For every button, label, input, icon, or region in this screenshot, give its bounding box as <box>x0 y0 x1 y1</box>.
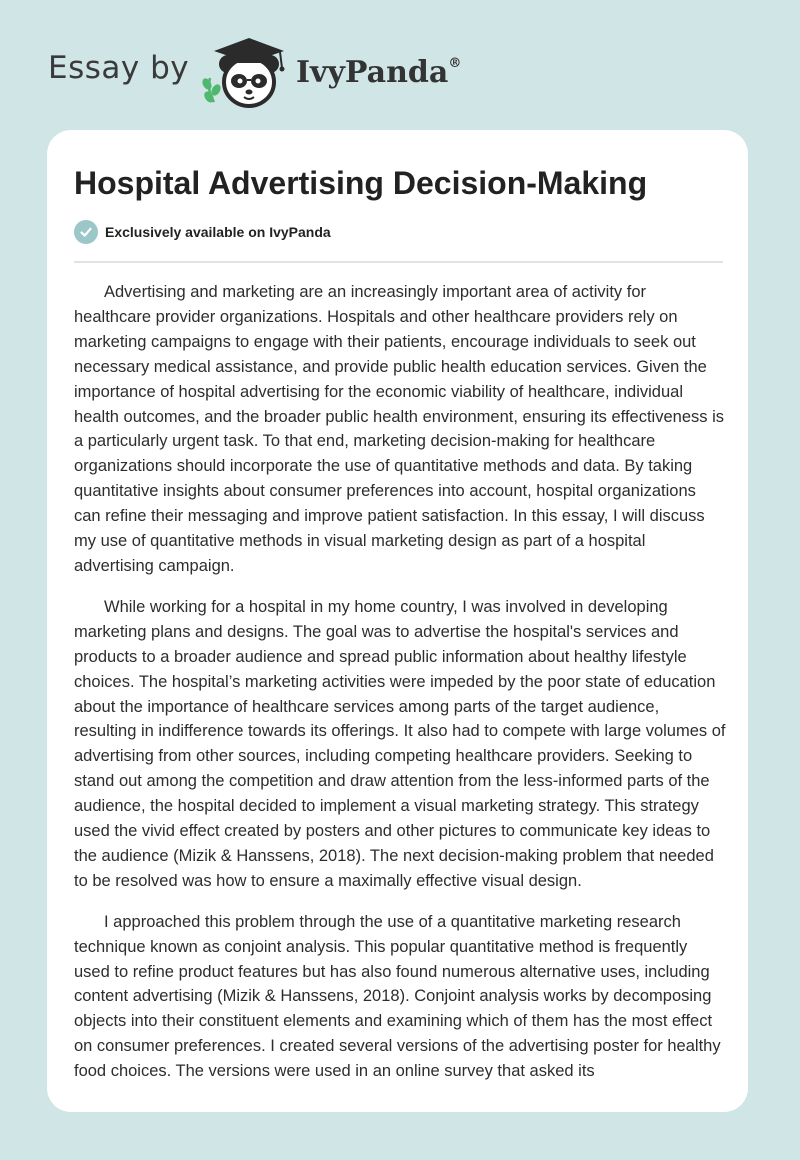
divider <box>74 261 723 263</box>
essay-body <box>74 280 726 1100</box>
brand-prefix: Essay by <box>48 50 190 86</box>
brand-name[interactable]: IvyPanda® <box>296 55 462 90</box>
panda-graduate-icon[interactable] <box>200 34 290 110</box>
essay-card <box>47 130 748 1112</box>
site-header <box>0 0 800 130</box>
exclusive-badge <box>74 220 331 244</box>
essay-title: Hospital Advertising Decision-Making <box>74 165 648 201</box>
paragraph: Advertising and marketing are an increasingly important area of activity for healthcare provider organizations. Hospitals and other healthcare providers rely on marketing campaigns to engage with their patients, encourage individuals to seek out necessary medical assistance, and provide public health education services. Given the importance of hospital advertising for the economic viability of healthcare, individual health outcomes, and the broader public health environment, ensuring its effectiveness is a particularly urgent task. To that end, marketing decision-making for healthcare organizations should incorporate the use of quantitative methods and data. By taking quantitative insights about consumer preferences into account, hospital organizations can refine their messaging and improve patient satisfaction. In this essay, I will discuss my use of quantitative methods in visual marketing design as part of a hospital advertising campaign. <box>74 283 725 575</box>
paragraph: I approached this problem through the use of a quantitative marketing research technique known as conjoint analysis. This popular quantitative method is frequently used to refine product features but has also found numerous alternative uses, including content advertising (Mizik & Hanssens, 2018). Conjoint analysis works by decomposing objects into their constituent elements and examining which of them has the most effect on consumer preferences. I created several versions of the advertising poster for healthy food choices. The versions were used in an online survey that asked its <box>74 912 721 1081</box>
paragraph: While working for a hospital in my home country, I was involved in developing marketing plans and designs. The goal was to advertise the hospital's services and products to a broader audience and spread public information about healthy lifestyle choices. The hospital’s marketing activities were impeded by the poor state of education about the importance of healthcare services among parts of the target audience, resulting in indifference towards its offerings. It also had to compete with large volumes of advertising from other sources, including competing healthcare providers. Seeking to stand out among the competition and draw attention from the less-informed parts of the audience, the hospital decided to implement a visual marketing strategy. This strategy used the vivid effect created by posters and other pictures to communicate key ideas to the audience (Mizik & Hanssens, 2018). The next decision-making problem that needed to be resolved was how to ensure a maximally effective visual design. <box>74 597 726 890</box>
trademark-mark: ® <box>448 56 462 71</box>
exclusive-badge-text: Exclusively available on IvyPanda <box>105 224 331 240</box>
check-circle-icon <box>74 220 98 244</box>
